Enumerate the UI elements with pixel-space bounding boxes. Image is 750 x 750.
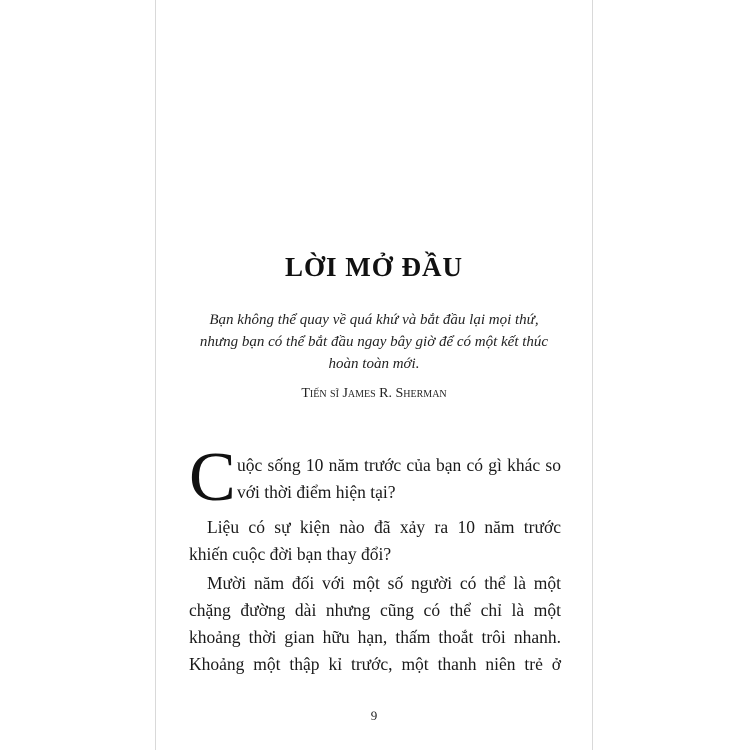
body-paragraph-1: [189, 452, 561, 506]
text-line: Mười năm đối với một số người có thể là một: [207, 573, 561, 593]
page-number: 9: [370, 708, 378, 723]
text-line: khiến cuộc đời bạn thay đổi?: [189, 544, 392, 564]
chapter-title: LỜI MỞ ĐẦU: [285, 252, 463, 282]
book-page: [155, 0, 593, 750]
text-line: Liệu có sự kiện nào đã xảy ra 10 năm trước: [207, 517, 561, 537]
epigraph-line: nhưng bạn có thể bắt đầu ngay bây giờ để có một kết thúc: [199, 334, 549, 350]
epigraph-line: hoàn toàn mới.: [328, 356, 420, 372]
body-paragraph-3: [189, 570, 561, 678]
body-paragraph-2: [189, 514, 561, 568]
epigraph-line: Bạn không thể quay về quá khứ và bắt đầu lại mọi thứ,: [209, 312, 539, 328]
drop-cap-letter: C: [189, 439, 236, 516]
text-line: với thời điểm hiện tại?: [237, 482, 396, 502]
text-line: chặng đường dài nhưng cũng có thể chỉ là một: [189, 600, 561, 620]
text-line: uộc sống 10 năm trước của bạn có gì khác so: [237, 455, 561, 475]
text-line: Khoảng một thập kỉ trước, một thanh niên trẻ ở: [189, 654, 561, 674]
epigraph-quote: [176, 309, 572, 375]
text-line: khoảng thời gian hữu hạn, thấm thoắt trôi nhanh.: [189, 627, 561, 647]
epigraph-attribution: Tiến sĩ James R. Sherman: [301, 386, 447, 401]
